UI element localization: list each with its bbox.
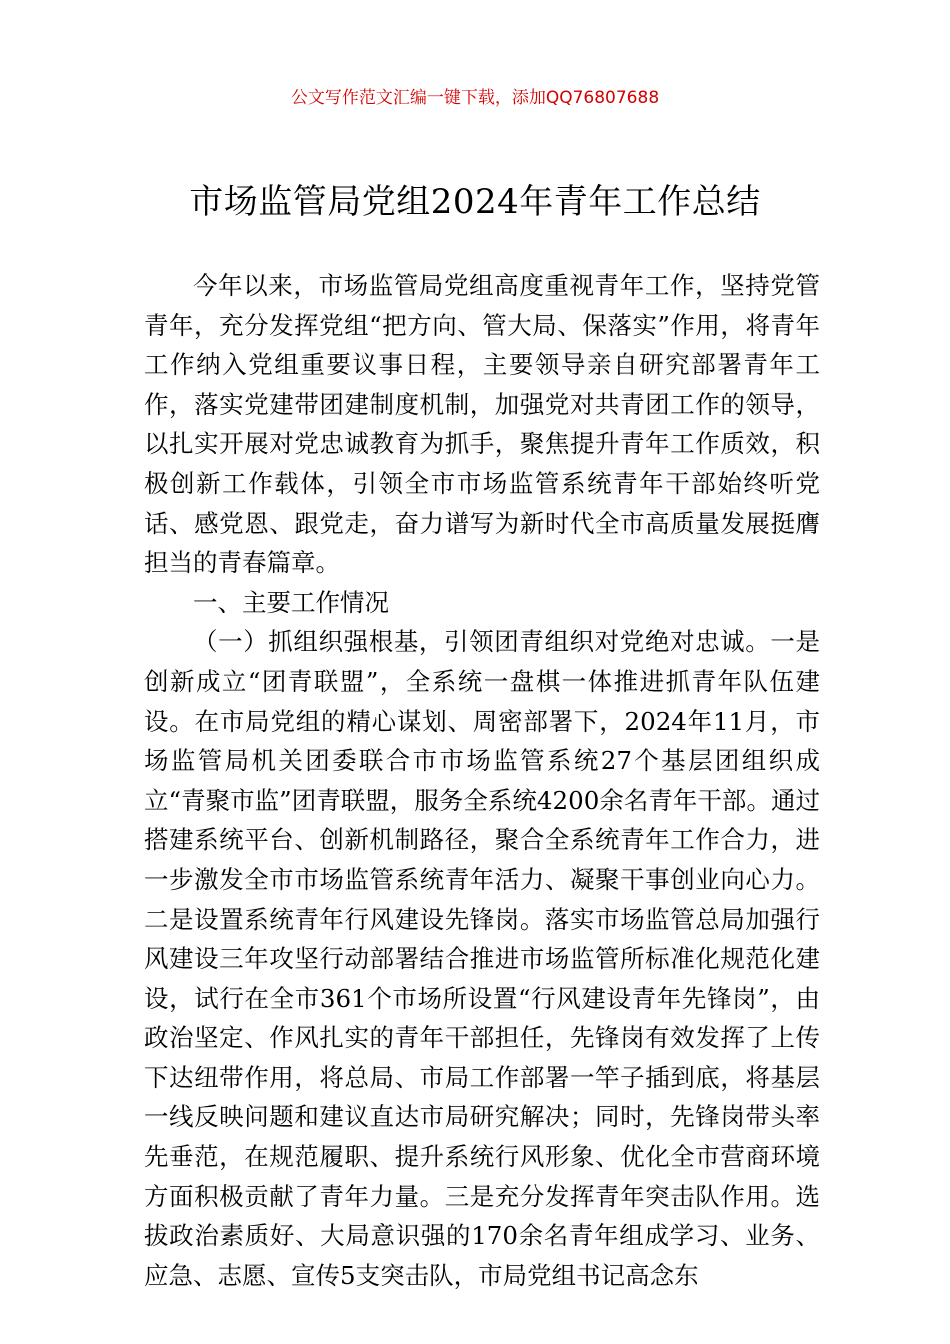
- section-heading: 一、主要工作情况: [193, 587, 389, 617]
- intro-paragraph: 今年以来，市场监管局党组高度重视青年工作，坚持党管青年，充分发挥党组“把方向、管大局、保落实”作用，将青年工作纳入党组重要议事日程，主要领导亲自研究部署青年工作，落实党建带团建制度机制，加强党对共青团工作的领导，以扎实开展对党忠诚教育为抓手，聚焦提升青年工作质效，积极创新工作载体，引领全市市场监管系统青年干部始终听党话、感党恩、跟党走，奋力谱写为新时代全市高质量发展挺膺担当的青春篇章。: [144, 271, 820, 578]
- document-title: 市场监管局党组2024年青年工作总结: [189, 182, 761, 222]
- download-notice: 公文写作范文汇编一键下载，添加QQ76807688: [290, 88, 660, 108]
- body-paragraph: （一）抓组织强根基，引领团青组织对党绝对忠诚。一是创新成立“团青联盟”，全系统一盘棋一体推进抓青年队伍建设。在市局党组的精心谋划、周密部署下，2024年11月，市场监管局机关团委联合市市场监管系统27个基层团组织成立“青聚市监”团青联盟，服务全系统4200余名青年干部。通过搭建系统平台、创新机制路径，聚合全系统青年工作合力，进一步激发全市市场监管系统青年活力、凝聚干事创业向心力。二是设置系统青年行风建设先锋岗。落实市场监管总局加强行风建设三年攻坚行动部署结合推进市场监管所标准化规范化建设，试行在全市361个市场所设置“行风建设青年先锋岗”，由政治坚定、作风扎实的青年干部担任，先锋岗有效发挥了上传下达纽带作用，将总局、市局工作部署一竿子插到底，将基层一线反映问题和建议直达市局研究解决；同时，先锋岗带头率先垂范，在规范履职、提升系统行风形象、优化全市营商环境方面积极贡献了青年力量。三是充分发挥青年突击队作用。选拔政治素质好、大局意识强的170余名青年组成学习、业务、应急、志愿、宣传5支突击队，市局党组书记高念东: [144, 627, 820, 1290]
- document-body: [144, 266, 820, 1295]
